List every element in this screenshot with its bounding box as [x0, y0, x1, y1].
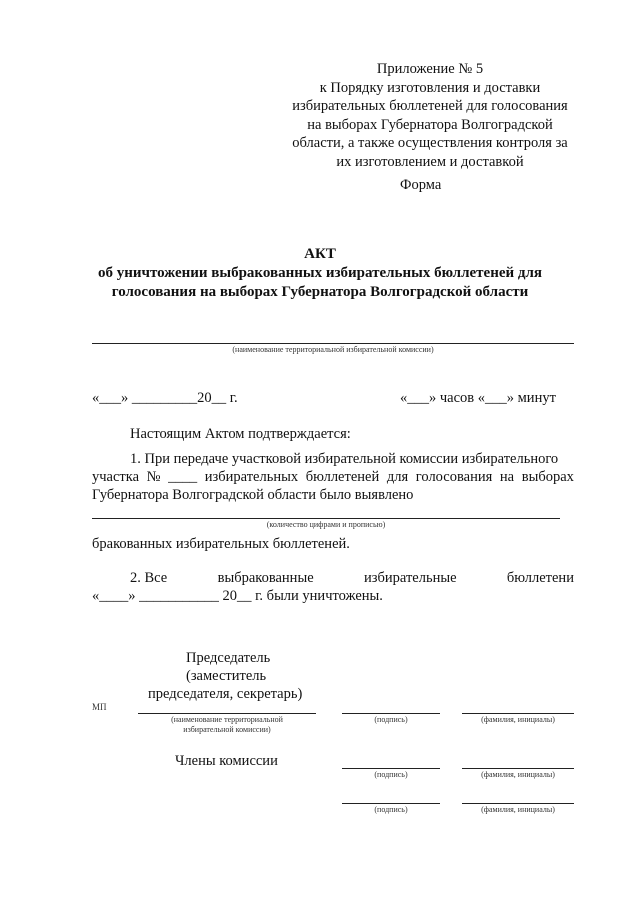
appendix-line: области, а также осуществления контроля за	[292, 135, 568, 151]
chair-name-line	[462, 713, 574, 714]
confirm-text: Настоящим Актом подтверждается:	[130, 426, 351, 442]
form-label: Форма	[400, 177, 442, 193]
act-title: АКТ	[304, 246, 336, 262]
chair-label-line3: председателя, секретарь)	[148, 686, 303, 702]
word: бюллетени	[506, 570, 574, 586]
chair-commission-line	[138, 713, 316, 714]
word: избирательные	[364, 570, 457, 586]
word: на	[499, 469, 515, 485]
word: для	[386, 469, 409, 485]
word: №	[146, 469, 161, 485]
member1-signature-line	[342, 768, 440, 769]
paragraph1-line3: Губернатора Волгоградской области было выявлено	[92, 487, 414, 503]
chair-label-line2: (заместитель	[186, 668, 267, 684]
appendix-header	[270, 60, 590, 171]
paragraph1-line2	[92, 469, 574, 486]
appendix-line: их изготовлением и доставкой	[336, 153, 524, 170]
stamp-place-label: МП	[92, 702, 107, 712]
word: бюллетеней	[305, 469, 380, 485]
appendix-line: Приложение № 5	[376, 61, 484, 77]
word: 2. Все	[130, 570, 168, 586]
word: выбракованные	[217, 570, 314, 586]
count-caption: (количество цифрами и прописью)	[266, 520, 386, 529]
commission-name-line	[92, 343, 574, 344]
act-date: «___» _________20__ г.	[92, 390, 238, 406]
word: выборах	[521, 469, 574, 485]
commission-name-caption: (наименование территориальной избирательной комиссии)	[232, 345, 434, 354]
chair-name-caption: (фамилия, инициалы)	[481, 715, 555, 724]
chair-label-line1: Председатель	[186, 650, 271, 666]
count-line	[92, 518, 560, 519]
appendix-line: к Порядку изготовления и доставки	[319, 79, 541, 96]
act-time: «___» часов «___» минут	[400, 390, 556, 406]
member2-signature-caption: (подпись)	[374, 805, 408, 814]
appendix-line: на выборах Губернатора Волгоградской	[307, 116, 553, 133]
members-label: Члены комиссии	[175, 753, 278, 769]
paragraph2-line2: «____» ___________ 20__ г. были уничтожены.	[92, 588, 383, 604]
member2-signature-line	[342, 803, 440, 804]
word: ____	[168, 469, 198, 485]
member1-name-line	[462, 768, 574, 769]
word: участка	[92, 469, 140, 485]
paragraph2-line1	[130, 570, 574, 587]
appendix-line: избирательных бюллетеней для голосования	[292, 98, 568, 114]
member1-signature-caption: (подпись)	[374, 770, 408, 779]
member1-name-caption: (фамилия, инициалы)	[481, 770, 555, 779]
paragraph1-line1: 1. При передаче участковой избирательной комиссии избирательного	[130, 451, 559, 467]
chair-commission-caption-line1: (наименование территориальной	[171, 715, 283, 724]
chair-signature-caption: (подпись)	[374, 715, 408, 724]
word: голосования	[415, 469, 493, 485]
chair-commission-caption-line2: избирательной комиссии)	[183, 725, 271, 734]
member2-name-line	[462, 803, 574, 804]
act-subtitle-line2: голосования на выборах Губернатора Волгоградской области	[111, 284, 529, 300]
defective-text: бракованных избирательных бюллетеней.	[92, 536, 350, 552]
act-subtitle-line1: об уничтожении выбракованных избирательных бюллетеней для	[97, 265, 543, 281]
word: избирательных	[204, 469, 299, 485]
member2-name-caption: (фамилия, инициалы)	[481, 805, 555, 814]
chair-signature-line	[342, 713, 440, 714]
